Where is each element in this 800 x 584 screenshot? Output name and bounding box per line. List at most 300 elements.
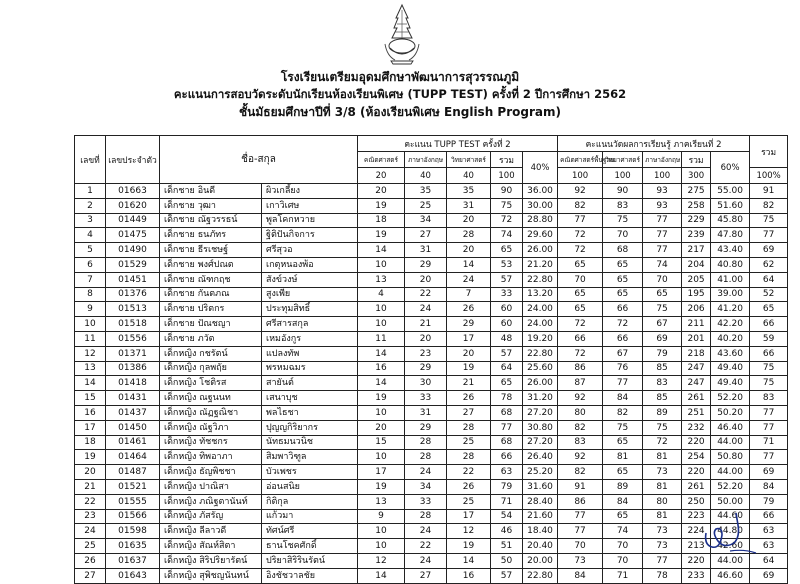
grade-pct-cell: 39.00 [711, 287, 750, 302]
grade-pct-cell: 50.80 [711, 450, 750, 465]
student-surname-cell: ปุญญกิริยากร [262, 420, 358, 435]
grade-sum-cell: 195 [682, 287, 711, 302]
tupp-sum-cell: 60 [491, 317, 523, 332]
student-first-name: โชติรส [199, 378, 227, 389]
row-no-cell: 20 [75, 465, 106, 480]
grade-science-cell: 65 [603, 272, 643, 287]
tupp-science-cell: 24 [447, 272, 491, 287]
student-title: เด็กชาย [164, 200, 195, 211]
row-no-cell: 8 [75, 287, 106, 302]
tupp-math-cell: 14 [358, 376, 405, 391]
row-no-cell: 16 [75, 405, 106, 420]
total-score-cell: 77 [750, 228, 788, 243]
tupp-english-cell: 33 [405, 391, 447, 406]
tupp-pct-cell: 21.60 [523, 509, 558, 524]
grade-math-cell: 86 [558, 494, 603, 509]
grade-english-cell: 89 [643, 405, 682, 420]
grade-english-cell: 74 [643, 257, 682, 272]
student-first-name: ภณิฐตานันท์ [199, 496, 248, 507]
grade-math-cell: 84 [558, 568, 603, 583]
tupp-english-cell: 20 [405, 272, 447, 287]
student-name-cell [160, 479, 262, 494]
tupp-english-cell: 35 [405, 184, 447, 199]
tupp-sum-cell: 53 [491, 257, 523, 272]
table-row [75, 509, 788, 524]
student-name-cell [160, 213, 262, 228]
tupp-science-cell: 20 [447, 346, 491, 361]
row-no-cell: 4 [75, 228, 106, 243]
student-surname-cell: บัวเพชร [262, 465, 358, 480]
grade-math-cell: 82 [558, 198, 603, 213]
row-no-cell: 19 [75, 450, 106, 465]
table-row [75, 494, 788, 509]
student-title: เด็กหญิง [164, 363, 197, 374]
total-score-cell: 75 [750, 361, 788, 376]
tupp-pct-cell: 30.00 [523, 198, 558, 213]
tupp-sum-cell: 74 [491, 228, 523, 243]
tupp-sum-cell: 33 [491, 287, 523, 302]
grade-sum-cell: 218 [682, 346, 711, 361]
student-surname-cell: อิงชัชวาลชัย [262, 568, 358, 583]
student-title: เด็กหญิง [164, 378, 197, 389]
student-name-cell [160, 331, 262, 346]
row-no-cell: 22 [75, 494, 106, 509]
student-title: เด็กหญิง [164, 555, 197, 566]
grade-science-cell: 71 [603, 568, 643, 583]
student-title: เด็กชาย [164, 230, 195, 241]
student-surname-cell: ฐิติปันกิจการ [262, 228, 358, 243]
student-name-cell [160, 198, 262, 213]
student-surname-cell: สังข์วงษ์ [262, 272, 358, 287]
student-surname-cell: ศรีสุวอ [262, 243, 358, 258]
grade-math-cell: 82 [558, 465, 603, 480]
grade-english-cell: 78 [643, 568, 682, 583]
student-id-cell: 01487 [106, 465, 160, 480]
table-row [75, 302, 788, 317]
student-id-cell: 01598 [106, 524, 160, 539]
student-title: เด็กหญิง [164, 570, 197, 581]
grade-math-cell: 82 [558, 420, 603, 435]
tupp-english-cell: 29 [405, 361, 447, 376]
student-first-name: สิริปริยารัตน์ [199, 555, 248, 566]
tupp-pct-cell: 27.20 [523, 405, 558, 420]
tupp-science-cell: 20 [447, 213, 491, 228]
student-title: เด็กหญิง [164, 526, 197, 537]
tupp-sum-cell: 60 [491, 302, 523, 317]
tupp-math-cell: 10 [358, 539, 405, 554]
tupp-math-header: คณิตศาสตร์ [358, 152, 405, 168]
student-name-cell [160, 257, 262, 272]
student-id-cell: 01464 [106, 450, 160, 465]
student-surname-cell: ธานโชคศักดิ์ [262, 539, 358, 554]
tupp-pct-cell: 28.80 [523, 213, 558, 228]
tupp-math-max: 20 [358, 168, 405, 184]
student-id-cell: 01521 [106, 479, 160, 494]
student-id-cell: 01451 [106, 272, 160, 287]
grade-sum-cell: 213 [682, 539, 711, 554]
table-row [75, 361, 788, 376]
student-first-name: ปริตกร [197, 304, 225, 315]
grade-pct-cell: 42.60 [711, 539, 750, 554]
tupp-sum-cell: 68 [491, 405, 523, 420]
student-first-name: ณัฐวิภา [199, 422, 229, 433]
grade-english-cell: 67 [643, 317, 682, 332]
tupp-english-cell: 34 [405, 213, 447, 228]
student-title: เด็กหญิง [164, 393, 197, 404]
total-score-cell: 77 [750, 420, 788, 435]
total-score-cell: 91 [750, 184, 788, 199]
grade-science-cell: 65 [603, 435, 643, 450]
student-first-name: วุฒา [197, 200, 216, 211]
grade-sum-cell: 261 [682, 391, 711, 406]
tupp-science-cell: 26 [447, 302, 491, 317]
row-no-cell: 11 [75, 331, 106, 346]
table-row [75, 539, 788, 554]
student-first-name: ณัฐวรรธน์ [197, 215, 238, 226]
tupp-pct-cell: 26.00 [523, 376, 558, 391]
tupp-math-cell: 13 [358, 272, 405, 287]
student-title: เด็กชาย [164, 274, 195, 285]
student-surname-cell: เกตุหนองพ้อ [262, 257, 358, 272]
tupp-group-header: คะแนน TUPP TEST ครั้งที่ 2 [358, 136, 558, 152]
student-name-cell [160, 376, 262, 391]
grade-sum-cell: 239 [682, 228, 711, 243]
grade-math-cell: 92 [558, 184, 603, 199]
table-body [75, 184, 788, 584]
student-title: เด็กชาย [164, 333, 195, 344]
student-title: เด็กหญิง [164, 541, 197, 552]
row-no-cell: 9 [75, 302, 106, 317]
student-name-cell [160, 553, 262, 568]
col-total-header: รวม [750, 136, 788, 168]
tupp-math-cell: 20 [358, 420, 405, 435]
grade-science-cell: 70 [603, 553, 643, 568]
row-no-cell: 5 [75, 243, 106, 258]
tupp-science-cell: 14 [447, 553, 491, 568]
grade-math-cell: 92 [558, 450, 603, 465]
grade-math-cell: 70 [558, 539, 603, 554]
grade-sum-cell: 254 [682, 450, 711, 465]
grade-group-header: คะแนนวัดผลการเรียนรู้ ภาคเรียนที่ 2 [558, 136, 750, 152]
tupp-science-cell: 17 [447, 331, 491, 346]
grade-pct-cell: 44.00 [711, 435, 750, 450]
tupp-science-cell: 7 [447, 287, 491, 302]
student-surname-cell: เหมอังกูร [262, 331, 358, 346]
tupp-pct-cell: 30.80 [523, 420, 558, 435]
row-no-cell: 13 [75, 361, 106, 376]
grade-pct-cell: 51.60 [711, 198, 750, 213]
student-surname-cell: เกาวิเศษ [262, 198, 358, 213]
tupp-sum-cell: 66 [491, 450, 523, 465]
grade-pct-cell: 46.60 [711, 568, 750, 583]
grade-science-cell: 65 [603, 465, 643, 480]
table-row [75, 420, 788, 435]
tupp-sum-header: รวม [491, 152, 523, 168]
student-surname-cell: ปริยาสิริรินรัตน์ [262, 553, 358, 568]
grade-pct-cell: 43.40 [711, 243, 750, 258]
tupp-sum-cell: 90 [491, 184, 523, 199]
row-no-cell: 7 [75, 272, 106, 287]
student-id-cell: 01450 [106, 420, 160, 435]
grade-english-cell: 73 [643, 524, 682, 539]
grade-math-cell: 72 [558, 243, 603, 258]
grade-sum-cell: 258 [682, 198, 711, 213]
tupp-english-cell: 24 [405, 302, 447, 317]
tupp-math-cell: 19 [358, 228, 405, 243]
student-first-name: ณัฏฐณิชา [199, 407, 239, 418]
student-surname-cell: อ่อนสนิย [262, 479, 358, 494]
student-first-name: ธนภัทร [197, 230, 227, 241]
grade-pct-cell: 45.80 [711, 213, 750, 228]
tupp-science-cell: 19 [447, 539, 491, 554]
tupp-sum-cell: 63 [491, 465, 523, 480]
tupp-english-cell: 31 [405, 405, 447, 420]
tupp-pct-cell: 24.00 [523, 302, 558, 317]
grade-sum-cell: 201 [682, 331, 711, 346]
grade-math-max: 100 [558, 168, 603, 184]
tupp-sum-cell: 50 [491, 553, 523, 568]
grade-english-cell: 77 [643, 213, 682, 228]
grade-pct-cell: 41.00 [711, 272, 750, 287]
tupp-math-cell: 4 [358, 287, 405, 302]
tupp-english-cell: 22 [405, 287, 447, 302]
grade-science-max: 100 [603, 168, 643, 184]
grade-math-cell: 80 [558, 405, 603, 420]
tupp-science-cell: 35 [447, 184, 491, 199]
tupp-science-cell: 29 [447, 317, 491, 332]
tupp-english-cell: 24 [405, 465, 447, 480]
student-surname-cell: เสนาบุช [262, 391, 358, 406]
grade-science-cell: 89 [603, 479, 643, 494]
grade-sum-cell: 250 [682, 494, 711, 509]
tupp-math-cell: 10 [358, 317, 405, 332]
total-score-cell: 69 [750, 465, 788, 480]
student-surname-cell: ทัศน์ศรี [262, 524, 358, 539]
row-no-cell: 23 [75, 509, 106, 524]
grade-math-cell: 92 [558, 391, 603, 406]
student-id-cell: 01490 [106, 243, 160, 258]
grade-science-header: วิทยาศาสตร์ [603, 152, 643, 168]
student-id-cell: 01556 [106, 331, 160, 346]
tupp-math-cell: 10 [358, 450, 405, 465]
student-name-cell [160, 465, 262, 480]
student-surname-cell: ประทุมสิทธิ์ [262, 302, 358, 317]
tupp-science-cell: 28 [447, 228, 491, 243]
student-name-cell [160, 435, 262, 450]
total-score-cell: 69 [750, 568, 788, 583]
tupp-english-cell: 22 [405, 539, 447, 554]
tupp-sum-cell: 54 [491, 509, 523, 524]
student-title: เด็กหญิง [164, 348, 197, 359]
tupp-pct-cell: 26.00 [523, 243, 558, 258]
student-name-cell [160, 287, 262, 302]
student-first-name: ณัฑกฤช [197, 274, 231, 285]
student-title: เด็กหญิง [164, 496, 197, 507]
student-id-cell: 01663 [106, 184, 160, 199]
total-score-cell: 84 [750, 479, 788, 494]
grade-english-cell: 80 [643, 494, 682, 509]
tupp-science-cell: 25 [447, 435, 491, 450]
tupp-science-cell: 21 [447, 376, 491, 391]
grade-english-cell: 85 [643, 361, 682, 376]
grade-sum-cell: 220 [682, 465, 711, 480]
student-first-name: ลีลาวดี [199, 526, 227, 537]
grade-math-cell: 65 [558, 257, 603, 272]
grade-sum-cell: 205 [682, 272, 711, 287]
tupp-pct-cell: 22.80 [523, 568, 558, 583]
grade-pct-cell: 41.20 [711, 302, 750, 317]
tupp-math-cell: 19 [358, 391, 405, 406]
student-first-name: สุพิชญนันทน์ [199, 570, 249, 581]
grade-science-cell: 65 [603, 287, 643, 302]
student-title: เด็กชาย [164, 319, 195, 330]
row-no-cell: 12 [75, 346, 106, 361]
tupp-sum-cell: 57 [491, 272, 523, 287]
student-id-cell: 01475 [106, 228, 160, 243]
row-no-cell: 2 [75, 198, 106, 213]
student-id-cell: 01637 [106, 553, 160, 568]
table-row [75, 479, 788, 494]
tupp-sum-cell: 57 [491, 568, 523, 583]
tupp-math-cell: 19 [358, 479, 405, 494]
student-title: เด็กหญิง [164, 407, 197, 418]
grade-sum-cell: 233 [682, 568, 711, 583]
tupp-science-cell: 25 [447, 494, 491, 509]
student-id-cell: 01529 [106, 257, 160, 272]
grade-english-cell: 85 [643, 391, 682, 406]
tupp-science-cell: 22 [447, 465, 491, 480]
tupp-math-cell: 13 [358, 494, 405, 509]
grade-sum-cell: 247 [682, 376, 711, 391]
grade-pct-cell: 50.00 [711, 494, 750, 509]
total-score-cell: 66 [750, 317, 788, 332]
grade-pct-cell: 44.60 [711, 509, 750, 524]
table-row [75, 465, 788, 480]
grade-science-cell: 84 [603, 494, 643, 509]
student-first-name: ปัณชญา [197, 319, 231, 330]
grade-sum-cell: 220 [682, 553, 711, 568]
tupp-pct-cell: 22.80 [523, 272, 558, 287]
grade-math-cell: 70 [558, 272, 603, 287]
tupp-sum-cell: 77 [491, 420, 523, 435]
class-subtitle: ชั้นมัธยมศึกษาปีที่ 3/8 (ห้องเรียนพิเศษ English Program) [239, 105, 561, 119]
total-score-cell: 66 [750, 509, 788, 524]
total-score-cell: 77 [750, 405, 788, 420]
total-score-cell: 71 [750, 435, 788, 450]
tupp-math-cell: 10 [358, 257, 405, 272]
grade-pct-cell: 42.20 [711, 317, 750, 332]
tupp-pct-cell: 22.80 [523, 346, 558, 361]
tupp-english-cell: 34 [405, 479, 447, 494]
total-score-cell: 52 [750, 287, 788, 302]
row-no-cell: 6 [75, 257, 106, 272]
grade-sum-cell: 224 [682, 524, 711, 539]
grade-english-cell: 69 [643, 331, 682, 346]
tupp-science-cell: 31 [447, 198, 491, 213]
grade-math-cell: 65 [558, 302, 603, 317]
grade-english-max: 100 [643, 168, 682, 184]
student-name-cell [160, 361, 262, 376]
score-table [74, 135, 788, 584]
grade-sum-header: รวม [682, 152, 711, 168]
tupp-english-cell: 27 [405, 228, 447, 243]
grade-pct-cell: 52.20 [711, 479, 750, 494]
table-row [75, 553, 788, 568]
grade-science-cell: 76 [603, 361, 643, 376]
grade-sum-cell: 220 [682, 435, 711, 450]
student-first-name: ภวัต [197, 333, 215, 344]
student-id-cell: 01371 [106, 346, 160, 361]
school-name-title: โรงเรียนเตรียมอุดมศึกษาพัฒนาการสุวรรณภูมิ [280, 70, 520, 84]
grade-math-cell: 77 [558, 213, 603, 228]
student-surname-cell: พูลโคกหวาย [262, 213, 358, 228]
grade-math-cell: 86 [558, 361, 603, 376]
col-no-header: เลขที่ [75, 136, 106, 184]
grade-science-cell: 90 [603, 184, 643, 199]
tupp-english-cell: 30 [405, 376, 447, 391]
grade-sum-cell: 275 [682, 184, 711, 199]
tupp-math-cell: 10 [358, 302, 405, 317]
grade-pct-header: 60% [711, 152, 750, 184]
grade-science-cell: 82 [603, 405, 643, 420]
tupp-sum-cell: 79 [491, 479, 523, 494]
grade-pct-cell: 47.80 [711, 228, 750, 243]
tupp-science-cell: 14 [447, 257, 491, 272]
tupp-pct-cell: 25.60 [523, 361, 558, 376]
tupp-sum-cell: 68 [491, 435, 523, 450]
table-row [75, 243, 788, 258]
tupp-english-cell: 29 [405, 420, 447, 435]
student-surname-cell: ผิวเกลี้ยง [262, 184, 358, 199]
table-row [75, 568, 788, 583]
grade-science-cell: 65 [603, 509, 643, 524]
student-id-cell: 01555 [106, 494, 160, 509]
tupp-english-cell: 31 [405, 243, 447, 258]
table-row [75, 405, 788, 420]
grade-math-cell: 87 [558, 376, 603, 391]
grade-science-cell: 70 [603, 228, 643, 243]
student-first-name: สัณห์สิตา [199, 541, 236, 552]
table-row [75, 450, 788, 465]
row-no-cell: 27 [75, 568, 106, 583]
student-id-cell: 01620 [106, 198, 160, 213]
student-name-cell [160, 228, 262, 243]
tupp-math-cell: 10 [358, 405, 405, 420]
grade-english-cell: 79 [643, 346, 682, 361]
tupp-science-header: วิทยาศาสตร์ [447, 152, 491, 168]
total-score-cell: 75 [750, 376, 788, 391]
grade-pct-cell: 52.20 [711, 391, 750, 406]
grade-science-cell: 70 [603, 539, 643, 554]
student-title: เด็กชาย [164, 185, 195, 196]
tupp-pct-cell: 20.00 [523, 553, 558, 568]
student-title: เด็กชาย [164, 289, 195, 300]
grade-sum-cell: 229 [682, 213, 711, 228]
grade-science-cell: 67 [603, 346, 643, 361]
tupp-english-header: ภาษาอังกฤษ [405, 152, 447, 168]
grade-math-cell: 72 [558, 228, 603, 243]
grade-science-cell: 83 [603, 198, 643, 213]
total-score-cell: 65 [750, 302, 788, 317]
grade-english-cell: 75 [643, 302, 682, 317]
tupp-english-cell: 33 [405, 494, 447, 509]
grade-pct-cell: 40.80 [711, 257, 750, 272]
student-id-cell: 01566 [106, 509, 160, 524]
tupp-pct-cell: 13.20 [523, 287, 558, 302]
student-id-cell: 01635 [106, 539, 160, 554]
table-row [75, 257, 788, 272]
table-row [75, 198, 788, 213]
